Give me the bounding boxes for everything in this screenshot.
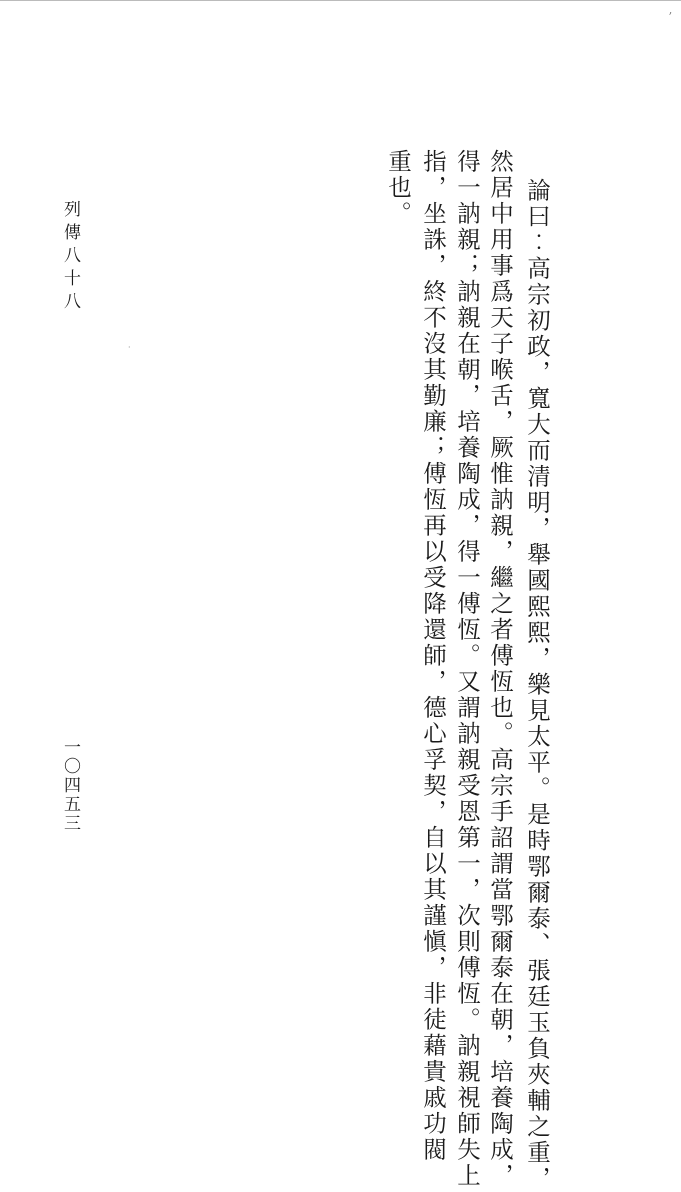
corner-mark: ʼ — [668, 10, 672, 24]
text-column-2: 然居中用事爲天子喉舌，厥惟訥親，繼之者傅恆也。高宗手詔謂當鄂爾泰在朝，培養陶成， — [486, 149, 514, 1189]
chapter-label: 列傳八十八 — [60, 200, 80, 315]
text-column-3: 得一訥親；訥親在朝，培養陶成，得一傅恆。又謂訥親受恩第一，次則傅恆。訥親視師失上 — [453, 149, 481, 1189]
text-column-5: 重也。 — [384, 149, 412, 227]
text-column-1: 論曰︰高宗初政，寬大而清明，舉國熙熙，樂見太平。是時鄂爾泰、張廷玉負夾輔之重， — [523, 178, 551, 1192]
margin-dot: · — [128, 343, 131, 352]
text-column-4: 指，坐誅，終不沒其勤廉；傅恆再以受降還師，德心孚契，自以其謹愼，非徒藉貴戚功閥 — [419, 149, 447, 1163]
page-number: 一〇四五三 — [60, 738, 80, 833]
